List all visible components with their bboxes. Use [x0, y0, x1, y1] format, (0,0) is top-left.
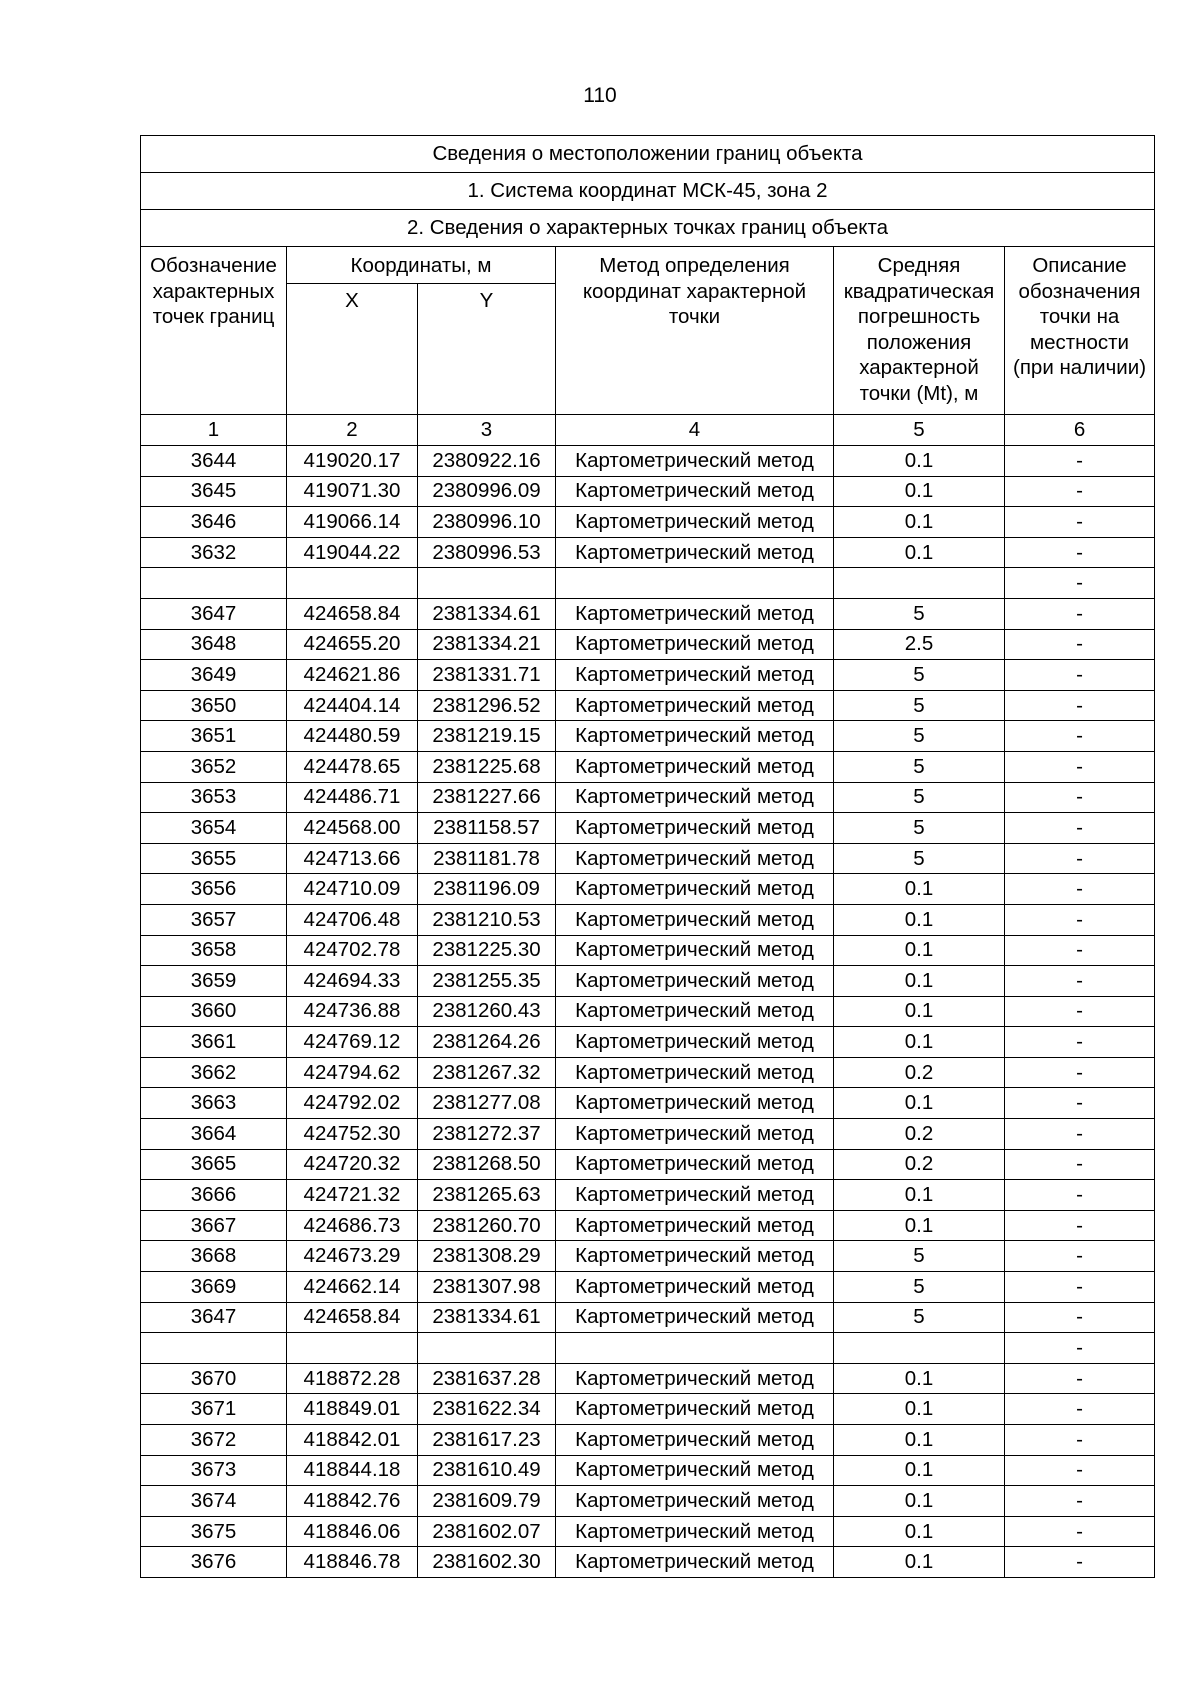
method-cell: Картометрический метод — [556, 1119, 834, 1150]
x-coordinate-cell — [287, 568, 418, 599]
point-id-cell: 3656 — [141, 874, 287, 905]
error-cell: 2.5 — [834, 629, 1005, 660]
header-x: X — [287, 284, 418, 415]
description-cell: - — [1005, 1210, 1155, 1241]
method-cell: Картометрический метод — [556, 996, 834, 1027]
y-coordinate-cell: 2381622.34 — [418, 1394, 556, 1425]
point-id-cell: 3676 — [141, 1547, 287, 1578]
y-coordinate-cell: 2381158.57 — [418, 813, 556, 844]
method-cell: Картометрический метод — [556, 1302, 834, 1333]
point-id-cell: 3674 — [141, 1486, 287, 1517]
table-row — [141, 782, 1155, 813]
point-id-cell: 3667 — [141, 1210, 287, 1241]
point-id-cell: 3659 — [141, 966, 287, 997]
y-coordinate-cell: 2381334.21 — [418, 629, 556, 660]
table-row — [141, 1516, 1155, 1547]
error-cell: 5 — [834, 598, 1005, 629]
point-id-cell: 3666 — [141, 1180, 287, 1211]
y-coordinate-cell: 2381602.30 — [418, 1547, 556, 1578]
error-cell: 5 — [834, 782, 1005, 813]
description-cell: - — [1005, 1241, 1155, 1272]
error-cell: 0.1 — [834, 904, 1005, 935]
y-coordinate-cell: 2380996.10 — [418, 507, 556, 538]
method-cell — [556, 1333, 834, 1364]
y-coordinate-cell: 2381331.71 — [418, 660, 556, 691]
table-row — [141, 1210, 1155, 1241]
error-cell: 0.1 — [834, 476, 1005, 507]
x-coordinate-cell: 424769.12 — [287, 1027, 418, 1058]
y-coordinate-cell: 2381296.52 — [418, 690, 556, 721]
table-row — [141, 751, 1155, 782]
y-coordinate-cell: 2381609.79 — [418, 1486, 556, 1517]
y-coordinate-cell: 2381617.23 — [418, 1425, 556, 1456]
x-coordinate-cell: 424694.33 — [287, 966, 418, 997]
x-coordinate-cell: 418846.78 — [287, 1547, 418, 1578]
y-coordinate-cell: 2381210.53 — [418, 904, 556, 935]
y-coordinate-cell: 2380996.09 — [418, 476, 556, 507]
point-id-cell: 3661 — [141, 1027, 287, 1058]
y-coordinate-cell: 2381196.09 — [418, 874, 556, 905]
method-cell: Картометрический метод — [556, 1363, 834, 1394]
y-coordinate-cell: 2381334.61 — [418, 598, 556, 629]
description-cell: - — [1005, 1088, 1155, 1119]
error-cell: 0.1 — [834, 1547, 1005, 1578]
coordinate-system-row — [141, 173, 1155, 210]
error-cell: 5 — [834, 1272, 1005, 1303]
y-coordinate-cell: 2381610.49 — [418, 1455, 556, 1486]
method-cell: Картометрический метод — [556, 782, 834, 813]
error-cell: 0.1 — [834, 966, 1005, 997]
description-cell: - — [1005, 1547, 1155, 1578]
table-row — [141, 1027, 1155, 1058]
x-coordinate-cell: 424480.59 — [287, 721, 418, 752]
x-coordinate-cell: 419044.22 — [287, 537, 418, 568]
y-coordinate-cell: 2381268.50 — [418, 1149, 556, 1180]
x-coordinate-cell: 424713.66 — [287, 843, 418, 874]
point-id-cell: 3646 — [141, 507, 287, 538]
error-cell: 0.1 — [834, 1425, 1005, 1456]
description-cell: - — [1005, 813, 1155, 844]
method-cell: Картометрический метод — [556, 1425, 834, 1456]
x-coordinate-cell: 424404.14 — [287, 690, 418, 721]
method-cell: Картометрический метод — [556, 660, 834, 691]
error-cell: 0.1 — [834, 935, 1005, 966]
table-row — [141, 843, 1155, 874]
page-number: 110 — [583, 84, 617, 107]
method-cell: Картометрический метод — [556, 1455, 834, 1486]
description-cell: - — [1005, 1455, 1155, 1486]
error-cell: 0.1 — [834, 446, 1005, 477]
description-cell: - — [1005, 1425, 1155, 1456]
description-cell: - — [1005, 1333, 1155, 1364]
point-id-cell: 3650 — [141, 690, 287, 721]
point-id-cell: 3632 — [141, 537, 287, 568]
point-id-cell: 3655 — [141, 843, 287, 874]
description-cell: - — [1005, 751, 1155, 782]
point-id-cell: 3647 — [141, 598, 287, 629]
error-cell: 5 — [834, 721, 1005, 752]
error-cell: 0.1 — [834, 1516, 1005, 1547]
error-cell: 0.1 — [834, 1088, 1005, 1119]
method-cell: Картометрический метод — [556, 1210, 834, 1241]
error-cell: 5 — [834, 843, 1005, 874]
error-cell: 0.1 — [834, 1486, 1005, 1517]
header-error: Средняя квадратическая погрешность положения характерной точки (Mt), м — [834, 247, 1005, 415]
y-coordinate-cell: 2381602.07 — [418, 1516, 556, 1547]
method-cell: Картометрический метод — [556, 843, 834, 874]
point-id-cell: 3654 — [141, 813, 287, 844]
method-cell: Картометрический метод — [556, 721, 834, 752]
x-coordinate-cell: 424792.02 — [287, 1088, 418, 1119]
method-cell: Картометрический метод — [556, 966, 834, 997]
point-id-cell: 3668 — [141, 1241, 287, 1272]
error-cell: 5 — [834, 690, 1005, 721]
point-id-cell: 3648 — [141, 629, 287, 660]
column-number: 1 — [141, 415, 287, 446]
table-row — [141, 1180, 1155, 1211]
x-coordinate-cell: 424662.14 — [287, 1272, 418, 1303]
column-number: 6 — [1005, 415, 1155, 446]
description-cell: - — [1005, 1149, 1155, 1180]
error-cell: 0.1 — [834, 1027, 1005, 1058]
description-cell: - — [1005, 782, 1155, 813]
x-coordinate-cell: 424621.86 — [287, 660, 418, 691]
description-cell: - — [1005, 966, 1155, 997]
method-cell: Картометрический метод — [556, 904, 834, 935]
header-description: Описание обозначения точки на местности (при наличии) — [1005, 247, 1155, 415]
table-row — [141, 629, 1155, 660]
description-cell: - — [1005, 996, 1155, 1027]
method-cell: Картометрический метод — [556, 1241, 834, 1272]
table-row — [141, 1425, 1155, 1456]
table-row — [141, 1272, 1155, 1303]
y-coordinate-cell: 2380922.16 — [418, 446, 556, 477]
x-coordinate-cell: 424486.71 — [287, 782, 418, 813]
method-cell: Картометрический метод — [556, 751, 834, 782]
x-coordinate-cell: 424752.30 — [287, 1119, 418, 1150]
x-coordinate-cell: 424721.32 — [287, 1180, 418, 1211]
table-row — [141, 966, 1155, 997]
description-cell: - — [1005, 935, 1155, 966]
point-id-cell: 3657 — [141, 904, 287, 935]
y-coordinate-cell: 2380996.53 — [418, 537, 556, 568]
table-body — [141, 136, 1155, 1578]
x-coordinate-cell: 424568.00 — [287, 813, 418, 844]
method-cell: Картометрический метод — [556, 446, 834, 477]
x-coordinate-cell: 418846.06 — [287, 1516, 418, 1547]
description-cell: - — [1005, 1394, 1155, 1425]
description-cell: - — [1005, 1272, 1155, 1303]
method-cell: Картометрический метод — [556, 813, 834, 844]
error-cell: 0.1 — [834, 1455, 1005, 1486]
description-cell: - — [1005, 537, 1155, 568]
table-row — [141, 874, 1155, 905]
x-coordinate-cell: 418842.76 — [287, 1486, 418, 1517]
table-title: Сведения о местоположении границ объекта — [141, 136, 1155, 173]
description-cell: - — [1005, 1302, 1155, 1333]
method-cell: Картометрический метод — [556, 476, 834, 507]
y-coordinate-cell: 2381334.61 — [418, 1302, 556, 1333]
method-cell: Картометрический метод — [556, 874, 834, 905]
table-row — [141, 904, 1155, 935]
error-cell: 0.1 — [834, 996, 1005, 1027]
header-y: Y — [418, 284, 556, 415]
section-title: 2. Сведения о характерных точках границ объекта — [141, 210, 1155, 247]
error-cell: 0.2 — [834, 1119, 1005, 1150]
point-id-cell: 3675 — [141, 1516, 287, 1547]
table-row — [141, 935, 1155, 966]
point-id-cell: 3664 — [141, 1119, 287, 1150]
x-coordinate-cell: 419020.17 — [287, 446, 418, 477]
table-row — [141, 1363, 1155, 1394]
error-cell — [834, 1333, 1005, 1364]
y-coordinate-cell: 2381264.26 — [418, 1027, 556, 1058]
header-coordinates: Координаты, м — [287, 247, 556, 284]
method-cell: Картометрический метод — [556, 1547, 834, 1578]
error-cell: 0.1 — [834, 1180, 1005, 1211]
description-cell: - — [1005, 874, 1155, 905]
point-id-cell: 3653 — [141, 782, 287, 813]
point-id-cell — [141, 1333, 287, 1364]
method-cell: Картометрический метод — [556, 935, 834, 966]
coordinate-system: 1. Система координат МСК-45, зона 2 — [141, 173, 1155, 210]
table-row — [141, 721, 1155, 752]
description-cell: - — [1005, 568, 1155, 599]
method-cell: Картометрический метод — [556, 1149, 834, 1180]
description-cell: - — [1005, 507, 1155, 538]
description-cell: - — [1005, 1180, 1155, 1211]
table-row — [141, 1486, 1155, 1517]
y-coordinate-cell: 2381227.66 — [418, 782, 556, 813]
column-header-row — [141, 247, 1155, 284]
point-id-cell: 3669 — [141, 1272, 287, 1303]
x-coordinate-cell: 424658.84 — [287, 1302, 418, 1333]
point-id-cell: 3663 — [141, 1088, 287, 1119]
point-id-cell — [141, 568, 287, 599]
table-row — [141, 996, 1155, 1027]
description-cell: - — [1005, 598, 1155, 629]
column-number: 3 — [418, 415, 556, 446]
description-cell: - — [1005, 1119, 1155, 1150]
x-coordinate-cell: 418842.01 — [287, 1425, 418, 1456]
y-coordinate-cell: 2381255.35 — [418, 966, 556, 997]
method-cell: Картометрический метод — [556, 1057, 834, 1088]
point-id-cell: 3644 — [141, 446, 287, 477]
table-row — [141, 568, 1155, 599]
x-coordinate-cell: 424736.88 — [287, 996, 418, 1027]
y-coordinate-cell: 2381260.43 — [418, 996, 556, 1027]
point-id-cell: 3670 — [141, 1363, 287, 1394]
table-row — [141, 507, 1155, 538]
error-cell: 5 — [834, 1241, 1005, 1272]
y-coordinate-cell: 2381265.63 — [418, 1180, 556, 1211]
description-cell: - — [1005, 721, 1155, 752]
x-coordinate-cell — [287, 1333, 418, 1364]
table-row — [141, 1455, 1155, 1486]
x-coordinate-cell: 424702.78 — [287, 935, 418, 966]
point-id-cell: 3649 — [141, 660, 287, 691]
y-coordinate-cell: 2381308.29 — [418, 1241, 556, 1272]
description-cell: - — [1005, 690, 1155, 721]
x-coordinate-cell: 418844.18 — [287, 1455, 418, 1486]
description-cell: - — [1005, 660, 1155, 691]
x-coordinate-cell: 419071.30 — [287, 476, 418, 507]
y-coordinate-cell: 2381225.30 — [418, 935, 556, 966]
description-cell: - — [1005, 1057, 1155, 1088]
x-coordinate-cell: 424478.65 — [287, 751, 418, 782]
y-coordinate-cell: 2381225.68 — [418, 751, 556, 782]
table-row — [141, 446, 1155, 477]
y-coordinate-cell: 2381277.08 — [418, 1088, 556, 1119]
point-id-cell: 3665 — [141, 1149, 287, 1180]
header-designation: Обозначение характерных точек границ — [141, 247, 287, 415]
description-cell: - — [1005, 476, 1155, 507]
method-cell: Картометрический метод — [556, 1088, 834, 1119]
table-row — [141, 1057, 1155, 1088]
method-cell: Картометрический метод — [556, 507, 834, 538]
x-coordinate-cell: 424673.29 — [287, 1241, 418, 1272]
x-coordinate-cell: 424706.48 — [287, 904, 418, 935]
header-method: Метод определения координат характерной точки — [556, 247, 834, 415]
y-coordinate-cell: 2381307.98 — [418, 1272, 556, 1303]
point-id-cell: 3662 — [141, 1057, 287, 1088]
description-cell: - — [1005, 904, 1155, 935]
error-cell: 0.1 — [834, 874, 1005, 905]
description-cell: - — [1005, 1516, 1155, 1547]
error-cell: 5 — [834, 1302, 1005, 1333]
description-cell: - — [1005, 629, 1155, 660]
x-coordinate-cell: 424720.32 — [287, 1149, 418, 1180]
table-row — [141, 1088, 1155, 1119]
error-cell: 0.2 — [834, 1057, 1005, 1088]
y-coordinate-cell — [418, 568, 556, 599]
table-row — [141, 537, 1155, 568]
x-coordinate-cell: 418872.28 — [287, 1363, 418, 1394]
point-id-cell: 3672 — [141, 1425, 287, 1456]
table-row — [141, 813, 1155, 844]
method-cell: Картометрический метод — [556, 1516, 834, 1547]
description-cell: - — [1005, 1486, 1155, 1517]
table-row — [141, 690, 1155, 721]
table-row — [141, 1119, 1155, 1150]
point-id-cell: 3651 — [141, 721, 287, 752]
method-cell: Картометрический метод — [556, 1486, 834, 1517]
y-coordinate-cell — [418, 1333, 556, 1364]
y-coordinate-cell: 2381272.37 — [418, 1119, 556, 1150]
error-cell — [834, 568, 1005, 599]
y-coordinate-cell: 2381260.70 — [418, 1210, 556, 1241]
error-cell: 0.1 — [834, 1394, 1005, 1425]
column-number: 4 — [556, 415, 834, 446]
method-cell: Картометрический метод — [556, 690, 834, 721]
error-cell: 5 — [834, 813, 1005, 844]
column-number-row — [141, 415, 1155, 446]
table-row — [141, 1547, 1155, 1578]
error-cell: 5 — [834, 751, 1005, 782]
table-row — [141, 1394, 1155, 1425]
point-id-cell: 3671 — [141, 1394, 287, 1425]
method-cell: Картометрический метод — [556, 1272, 834, 1303]
method-cell — [556, 568, 834, 599]
error-cell: 0.1 — [834, 1210, 1005, 1241]
x-coordinate-cell: 424710.09 — [287, 874, 418, 905]
table-title-row — [141, 136, 1155, 173]
point-id-cell: 3652 — [141, 751, 287, 782]
point-id-cell: 3647 — [141, 1302, 287, 1333]
error-cell: 0.1 — [834, 1363, 1005, 1394]
table-row — [141, 1149, 1155, 1180]
description-cell: - — [1005, 843, 1155, 874]
method-cell: Картометрический метод — [556, 1027, 834, 1058]
point-id-cell: 3645 — [141, 476, 287, 507]
y-coordinate-cell: 2381181.78 — [418, 843, 556, 874]
column-number: 2 — [287, 415, 418, 446]
section-title-row — [141, 210, 1155, 247]
point-id-cell: 3660 — [141, 996, 287, 1027]
table-row — [141, 660, 1155, 691]
point-id-cell: 3658 — [141, 935, 287, 966]
x-coordinate-cell: 424658.84 — [287, 598, 418, 629]
method-cell: Картометрический метод — [556, 1394, 834, 1425]
description-cell: - — [1005, 1027, 1155, 1058]
x-coordinate-cell: 424794.62 — [287, 1057, 418, 1088]
error-cell: 5 — [834, 660, 1005, 691]
description-cell: - — [1005, 446, 1155, 477]
error-cell: 0.2 — [834, 1149, 1005, 1180]
method-cell: Картометрический метод — [556, 629, 834, 660]
y-coordinate-cell: 2381637.28 — [418, 1363, 556, 1394]
y-coordinate-cell: 2381219.15 — [418, 721, 556, 752]
method-cell: Картометрический метод — [556, 1180, 834, 1211]
x-coordinate-cell: 419066.14 — [287, 507, 418, 538]
error-cell: 0.1 — [834, 507, 1005, 538]
column-number: 5 — [834, 415, 1005, 446]
description-cell: - — [1005, 1363, 1155, 1394]
x-coordinate-cell: 418849.01 — [287, 1394, 418, 1425]
table-row — [141, 598, 1155, 629]
point-id-cell: 3673 — [141, 1455, 287, 1486]
error-cell: 0.1 — [834, 537, 1005, 568]
x-coordinate-cell: 424655.20 — [287, 629, 418, 660]
table-row — [141, 1302, 1155, 1333]
method-cell: Картометрический метод — [556, 537, 834, 568]
y-coordinate-cell: 2381267.32 — [418, 1057, 556, 1088]
boundary-points-table — [140, 135, 1155, 1578]
table-row — [141, 1241, 1155, 1272]
table-row — [141, 476, 1155, 507]
x-coordinate-cell: 424686.73 — [287, 1210, 418, 1241]
method-cell: Картометрический метод — [556, 598, 834, 629]
table-row — [141, 1333, 1155, 1364]
